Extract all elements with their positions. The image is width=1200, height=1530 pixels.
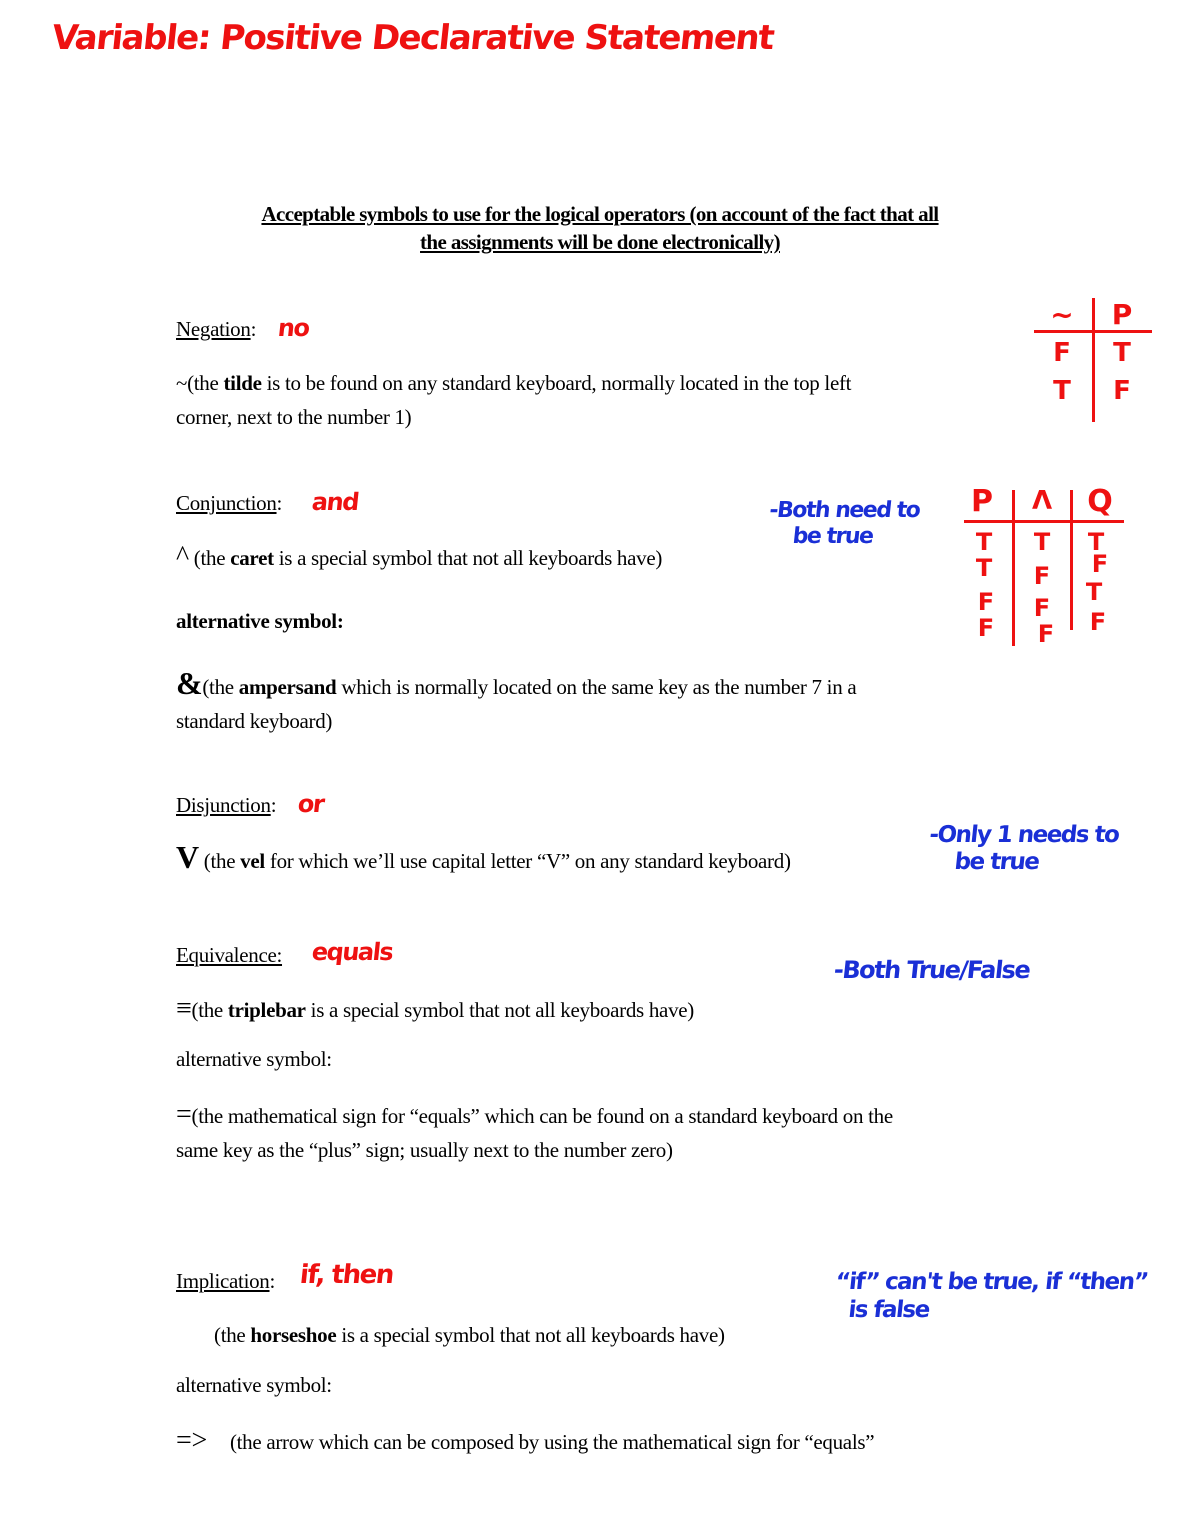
- caret-symbol: ^: [176, 541, 189, 572]
- conjunction-description: ^ (the caret is a special symbol that not all keyboards have): [176, 541, 663, 572]
- tt-conj-cell: T: [1087, 528, 1105, 556]
- tt-conj-cell: F: [977, 588, 995, 616]
- tt-neg-header-1: P: [1111, 298, 1133, 331]
- heading-line1: Acceptable symbols to use for the logical operators (on account of the fact that all: [261, 202, 939, 226]
- tt-conj-cell: F: [1033, 594, 1051, 622]
- tt-conj-header-2: Q: [1087, 484, 1113, 519]
- implication-alt-label: alternative symbol:: [176, 1373, 332, 1397]
- tt-neg-cell: T: [1053, 376, 1071, 406]
- implication-alt-description: => (the arrow which can be composed by using the mathematical sign for “equals”: [176, 1425, 875, 1456]
- equals-symbol: =: [176, 1099, 192, 1130]
- title-note: Variable: Positive Declarative Statement: [49, 18, 776, 58]
- equivalence-alt-label: alternative symbol:: [176, 1047, 332, 1071]
- conjunction-note: and: [310, 488, 360, 516]
- tt-conj-cell: F: [977, 614, 995, 642]
- equivalence-description: ≡(the triplebar is a special symbol that not all keyboards have): [176, 993, 694, 1024]
- disjunction-note: or: [296, 790, 325, 818]
- conjunction-side-note: -Both need to be true: [768, 498, 921, 549]
- conjunction-alt-label: alternative symbol:: [176, 609, 344, 633]
- tt-neg-cell: F: [1113, 376, 1131, 406]
- equivalence-note: equals: [310, 938, 394, 966]
- tt-conj-cell: T: [975, 554, 993, 582]
- implication-description: (the horseshoe is a special symbol that not all keyboards have): [214, 1323, 725, 1347]
- conjunction-alt-description: &(the ampersand which is normally located on the same key as the number 7 in a standard keyboard): [176, 665, 857, 733]
- implication-label: Implication:: [176, 1269, 276, 1293]
- tt-conj-cell: F: [1033, 562, 1051, 590]
- disjunction-side-note: -Only 1 needs to be true: [928, 822, 1120, 875]
- page-heading: [140, 200, 1060, 256]
- implication-side-note: “if” can't be true, if “then” is false: [834, 1269, 1149, 1323]
- tilde-symbol: ~: [176, 371, 188, 395]
- tt-conj-cell: T: [1033, 528, 1051, 556]
- equivalence-alt-description: =(the mathematical sign for “equals” which can be found on a standard keyboard on the same key as the “plus” sign; usually next to the number zero): [176, 1099, 893, 1162]
- tt-neg-cell: T: [1113, 338, 1131, 368]
- negation-label: Negation:: [176, 317, 257, 341]
- equivalence-side-note: -Both True/False: [832, 956, 1031, 984]
- tt-conj-header-0: P: [971, 484, 993, 519]
- conjunction-truth-table: [962, 484, 1127, 654]
- ampersand-symbol: &: [176, 665, 203, 701]
- negation-truth-table: [1030, 296, 1155, 426]
- tt-conj-cell: T: [1085, 578, 1103, 606]
- tt-neg-cell: F: [1053, 338, 1071, 368]
- disjunction-description: V (the vel for which we’ll use capital letter “V” on any standard keyboard): [176, 839, 791, 875]
- heading-line2: the assignments will be done electronically): [420, 230, 780, 254]
- triplebar-symbol: ≡: [176, 993, 192, 1024]
- tt-conj-cell: F: [1037, 620, 1055, 648]
- arrow-symbol: =>: [176, 1425, 207, 1456]
- tt-conj-cell: F: [1089, 608, 1107, 636]
- tt-conj-header-1: Λ: [1031, 486, 1053, 516]
- tt-conj-cell: T: [975, 528, 993, 556]
- conjunction-label: Conjunction:: [176, 491, 283, 515]
- equivalence-label: Equivalence:: [176, 943, 283, 967]
- disjunction-label: Disjunction:: [176, 793, 277, 817]
- vel-symbol: V: [176, 839, 199, 875]
- negation-description: ~(the tilde is to be found on any standard keyboard, normally located in the top left corner, next to the number 1): [176, 371, 852, 429]
- implication-note: if, then: [298, 1260, 395, 1290]
- negation-note: no: [276, 314, 311, 342]
- tt-conj-cell: F: [1091, 550, 1109, 578]
- tt-neg-header-0: ~: [1050, 298, 1074, 331]
